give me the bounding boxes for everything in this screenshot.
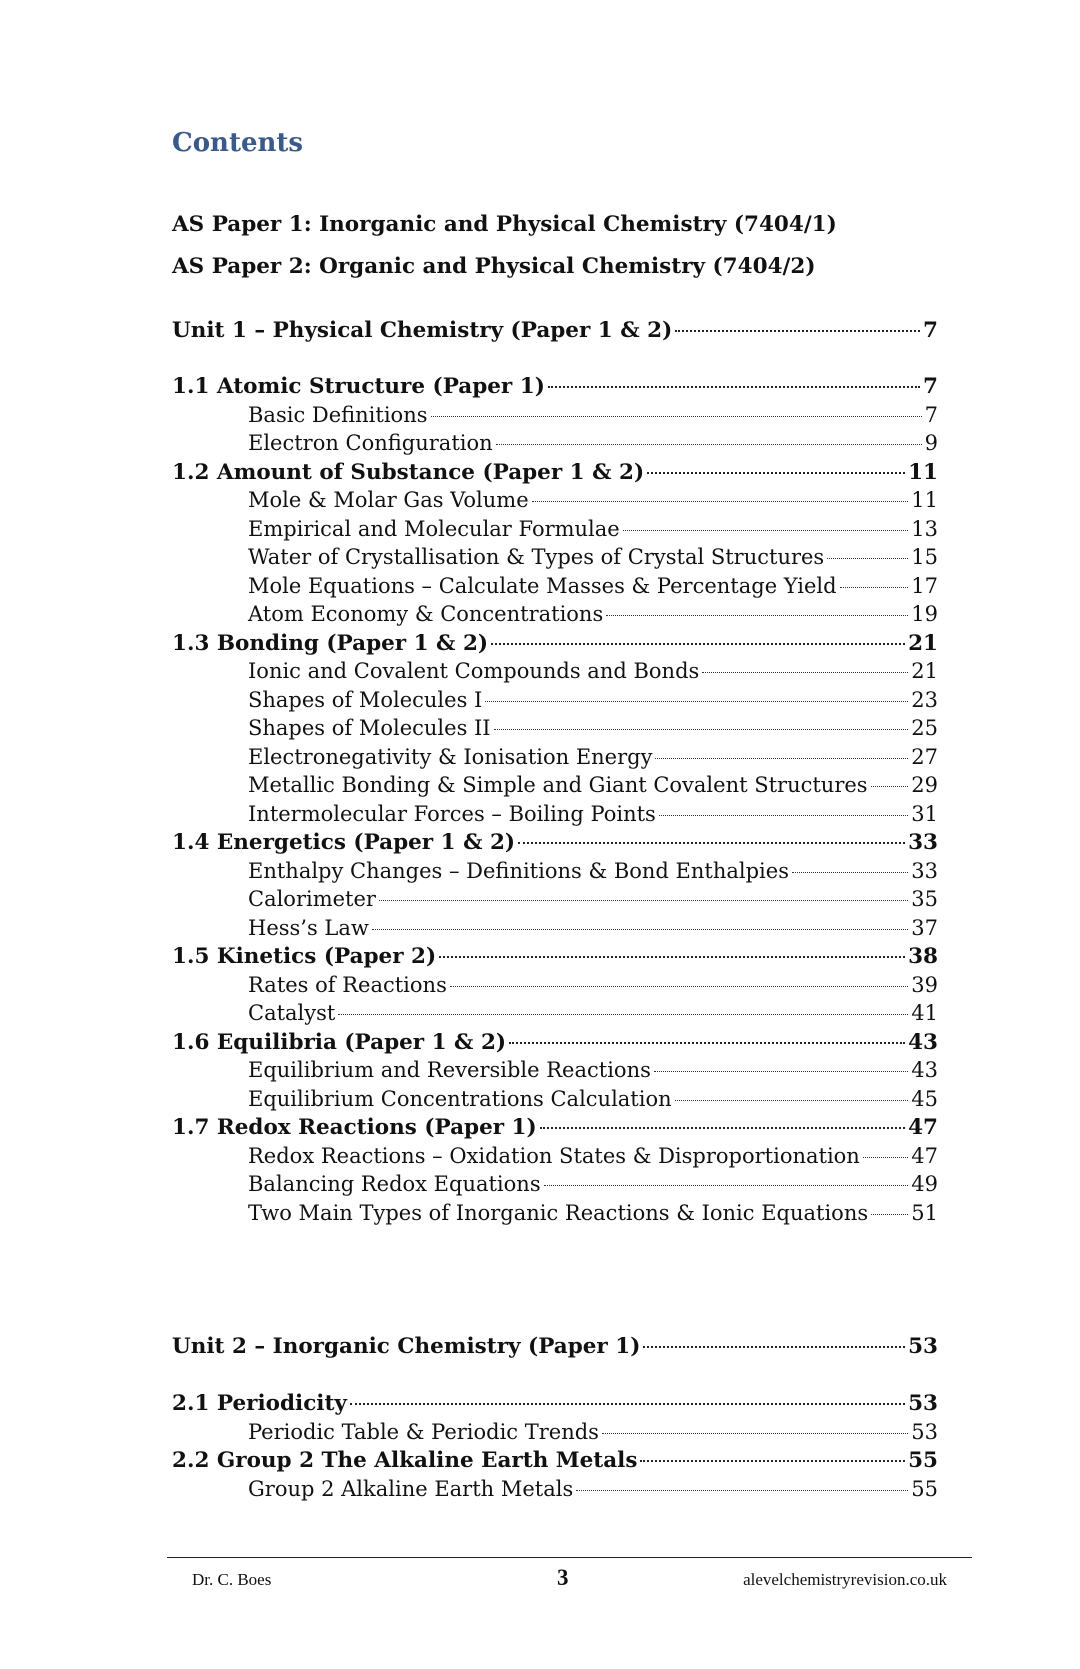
toc-entry-title: 1.2 Amount of Substance (Paper 1 & 2) — [172, 459, 645, 485]
paper-2-title: AS Paper 2: Organic and Physical Chemistry (7404/2) — [172, 254, 816, 279]
dot-leader — [702, 672, 908, 673]
dot-leader — [485, 701, 908, 702]
dot-leader — [450, 986, 908, 987]
toc-section-1-3[interactable] — [172, 631, 938, 660]
toc-unit-title: Unit 2 – Inorganic Chemistry (Paper 1) — [172, 1334, 641, 1359]
toc-entry-title: Water of Crystallisation & Types of Crystal Structures — [248, 545, 825, 569]
toc-subentry[interactable] — [172, 859, 938, 888]
dot-leader — [655, 758, 908, 759]
dot-leader — [540, 1127, 905, 1129]
dot-leader — [871, 1214, 908, 1215]
toc-entry-title: 1.3 Bonding (Paper 1 & 2) — [172, 630, 489, 656]
dot-leader — [640, 1460, 905, 1462]
dot-leader — [491, 643, 905, 645]
toc-subentry[interactable] — [172, 1477, 938, 1506]
toc-page-number: 53 — [908, 1391, 938, 1416]
toc-entry-title: Equilibrium and Reversible Reactions — [248, 1058, 651, 1082]
toc-subentry[interactable] — [172, 773, 938, 802]
toc-subentry[interactable] — [172, 517, 938, 546]
dot-leader — [494, 729, 909, 730]
toc-section-2-2[interactable] — [172, 1448, 938, 1477]
dot-leader — [675, 1100, 909, 1101]
toc-page-number: 37 — [911, 915, 938, 940]
toc-entry-title: Two Main Types of Inorganic Reactions & Ionic Equations — [248, 1200, 869, 1225]
dot-leader — [871, 786, 909, 787]
dot-leader — [606, 615, 908, 616]
toc-subentry[interactable] — [172, 488, 938, 517]
toc-page-number: 15 — [911, 545, 938, 569]
toc-page-number: 33 — [911, 858, 938, 883]
toc-subentry[interactable] — [172, 916, 938, 945]
toc-subentry[interactable] — [172, 1087, 938, 1116]
unit-1-heading-block — [172, 318, 938, 348]
toc-page-number: 29 — [911, 773, 938, 797]
dot-leader — [654, 1071, 908, 1072]
toc-entry-title: 1.1 Atomic Structure (Paper 1) — [172, 374, 545, 399]
toc-page-number: 31 — [911, 801, 938, 826]
toc-section-1-6[interactable] — [172, 1030, 938, 1059]
toc-section-1-1[interactable] — [172, 374, 938, 403]
toc-page-number: 13 — [911, 516, 938, 541]
toc-entry-title: Shapes of Molecules I — [248, 687, 483, 712]
toc-page-number: 7 — [923, 318, 938, 343]
toc-unit-title: Unit 1 – Physical Chemistry (Paper 1 & 2) — [172, 318, 673, 343]
toc-page-number: 53 — [908, 1334, 938, 1359]
toc-page-number: 27 — [911, 744, 938, 769]
toc-entry-title: Mole Equations – Calculate Masses & Percentage Yield — [248, 573, 837, 598]
footer-author: Dr. C. Boes — [192, 1570, 272, 1589]
toc-page-number: 17 — [911, 573, 938, 598]
toc-unit-2[interactable] — [172, 1334, 938, 1364]
toc-entry-title: 2.1 Periodicity — [172, 1391, 347, 1416]
dot-leader — [338, 1014, 908, 1015]
toc-entry-title: Intermolecular Forces – Boiling Points — [248, 801, 656, 826]
unit-1-entries — [172, 374, 938, 1229]
toc-section-1-4[interactable] — [172, 830, 938, 859]
toc-entry-title: 1.7 Redox Reactions (Paper 1) — [172, 1115, 537, 1140]
toc-page-number: 21 — [911, 659, 938, 683]
dot-leader — [576, 1490, 908, 1491]
toc-page-number: 55 — [911, 1476, 938, 1501]
toc-subentry[interactable] — [172, 1420, 938, 1449]
toc-subentry[interactable] — [172, 403, 938, 432]
toc-page-number: 51 — [911, 1200, 938, 1225]
toc-page-number: 55 — [908, 1448, 938, 1473]
toc-subentry[interactable] — [172, 887, 938, 916]
toc-page-number: 7 — [924, 402, 938, 427]
toc-entry-title: Hess’s Law — [248, 915, 369, 940]
toc-subentry[interactable] — [172, 1201, 938, 1230]
toc-entry-title: Ionic and Covalent Compounds and Bonds — [248, 659, 700, 683]
footer-website: alevelchemistryrevision.co.uk — [743, 1570, 947, 1589]
unit-2-heading-block — [172, 1334, 938, 1364]
toc-page-number: 53 — [911, 1419, 938, 1444]
dot-leader — [350, 1403, 905, 1405]
toc-entry-title: Group 2 Alkaline Earth Metals — [248, 1476, 574, 1501]
toc-entry-title: Electronegativity & Ionisation Energy — [248, 744, 653, 769]
toc-subentry[interactable] — [172, 802, 938, 831]
toc-entry-title: Balancing Redox Equations — [248, 1172, 541, 1196]
dot-leader — [863, 1157, 908, 1158]
toc-entry-title: Atom Economy & Concentrations — [248, 602, 604, 626]
toc-subentry[interactable] — [172, 545, 938, 574]
toc-entry-title: Redox Reactions – Oxidation States & Disproportionation — [248, 1143, 860, 1168]
toc-subentry[interactable] — [172, 1172, 938, 1201]
toc-page-number: 11 — [908, 459, 938, 485]
toc-entry-title: Electron Configuration — [248, 431, 493, 455]
toc-page-number: 47 — [908, 1115, 938, 1140]
paper-1-title: AS Paper 1: Inorganic and Physical Chemistry (7404/1) — [172, 212, 837, 237]
toc-page-number: 33 — [908, 830, 938, 855]
toc-subentry[interactable] — [172, 431, 938, 460]
toc-entry-title: Basic Definitions — [248, 402, 428, 427]
dot-leader — [659, 815, 908, 816]
unit-2-entries — [172, 1391, 938, 1505]
toc-page-number: 11 — [911, 488, 938, 512]
toc-entry-title: Equilibrium Concentrations Calculation — [248, 1086, 672, 1111]
dot-leader — [647, 472, 905, 474]
dot-leader — [827, 558, 908, 559]
dot-leader — [431, 416, 922, 417]
toc-entry-title: 1.5 Kinetics (Paper 2) — [172, 944, 437, 969]
toc-subentry[interactable] — [172, 716, 938, 745]
dot-leader — [509, 1042, 905, 1044]
toc-page-number: 39 — [911, 972, 938, 997]
toc-page-number: 47 — [911, 1143, 938, 1168]
footer-divider — [167, 1557, 972, 1558]
toc-subentry[interactable] — [172, 1144, 938, 1173]
toc-subentry[interactable] — [172, 973, 938, 1002]
toc-page-number: 7 — [923, 374, 938, 399]
toc-page-number: 41 — [911, 1001, 938, 1025]
toc-section-1-7[interactable] — [172, 1115, 938, 1144]
dot-leader — [439, 956, 905, 958]
toc-entry-title: Catalyst — [248, 1001, 336, 1025]
toc-page-number: 21 — [908, 630, 938, 656]
toc-page-number: 45 — [911, 1086, 938, 1111]
toc-entry-title: Mole & Molar Gas Volume — [248, 488, 529, 512]
toc-entry-title: Empirical and Molecular Formulae — [248, 516, 620, 541]
toc-subentry[interactable] — [172, 745, 938, 774]
toc-subentry[interactable] — [172, 688, 938, 717]
toc-page-number: 43 — [911, 1058, 938, 1082]
dot-leader — [518, 842, 905, 844]
toc-page-number: 49 — [911, 1172, 938, 1196]
toc-entry-title: Periodic Table & Periodic Trends — [248, 1419, 599, 1444]
toc-subentry[interactable] — [172, 574, 938, 603]
dot-leader — [643, 1346, 905, 1348]
toc-page-number: 43 — [908, 1029, 938, 1055]
dot-leader — [602, 1433, 908, 1434]
toc-page-number: 23 — [911, 687, 938, 712]
toc-subentry[interactable] — [172, 1058, 938, 1087]
dot-leader — [496, 444, 922, 445]
toc-entry-title: Metallic Bonding & Simple and Giant Covalent Structures — [248, 773, 868, 797]
toc-unit-1[interactable] — [172, 318, 938, 348]
toc-page-number: 38 — [908, 944, 938, 969]
toc-entry-title: Shapes of Molecules II — [248, 716, 491, 740]
toc-entry-title: 2.2 Group 2 The Alkaline Earth Metals — [172, 1448, 638, 1473]
dot-leader — [379, 900, 908, 901]
dot-leader — [532, 501, 909, 502]
toc-page-number: 19 — [911, 602, 938, 626]
toc-entry-title: 1.4 Energetics (Paper 1 & 2) — [172, 830, 516, 855]
paper-list — [172, 204, 932, 288]
toc-page-number: 25 — [911, 716, 938, 740]
contents-heading: Contents — [172, 128, 304, 158]
dot-leader — [792, 872, 908, 873]
toc-subentry[interactable] — [172, 1001, 938, 1030]
toc-entry-title: Calorimeter — [248, 887, 376, 911]
toc-section-1-5[interactable] — [172, 944, 938, 973]
dot-leader — [544, 1185, 909, 1186]
toc-entry-title: Enthalpy Changes – Definitions & Bond Enthalpies — [248, 858, 789, 883]
dot-leader — [548, 386, 920, 388]
dot-leader — [623, 530, 909, 531]
footer-page-number: 3 — [557, 1565, 569, 1590]
toc-subentry[interactable] — [172, 602, 938, 631]
dot-leader — [675, 330, 920, 332]
toc-section-2-1[interactable] — [172, 1391, 938, 1420]
toc-subentry[interactable] — [172, 659, 938, 688]
dot-leader — [372, 929, 908, 930]
toc-page-number: 9 — [924, 431, 938, 455]
toc-entry-title: Rates of Reactions — [248, 972, 447, 997]
dot-leader — [840, 587, 909, 588]
toc-section-1-2[interactable] — [172, 460, 938, 489]
toc-entry-title: 1.6 Equilibria (Paper 1 & 2) — [172, 1029, 507, 1055]
toc-page-number: 35 — [911, 887, 938, 911]
